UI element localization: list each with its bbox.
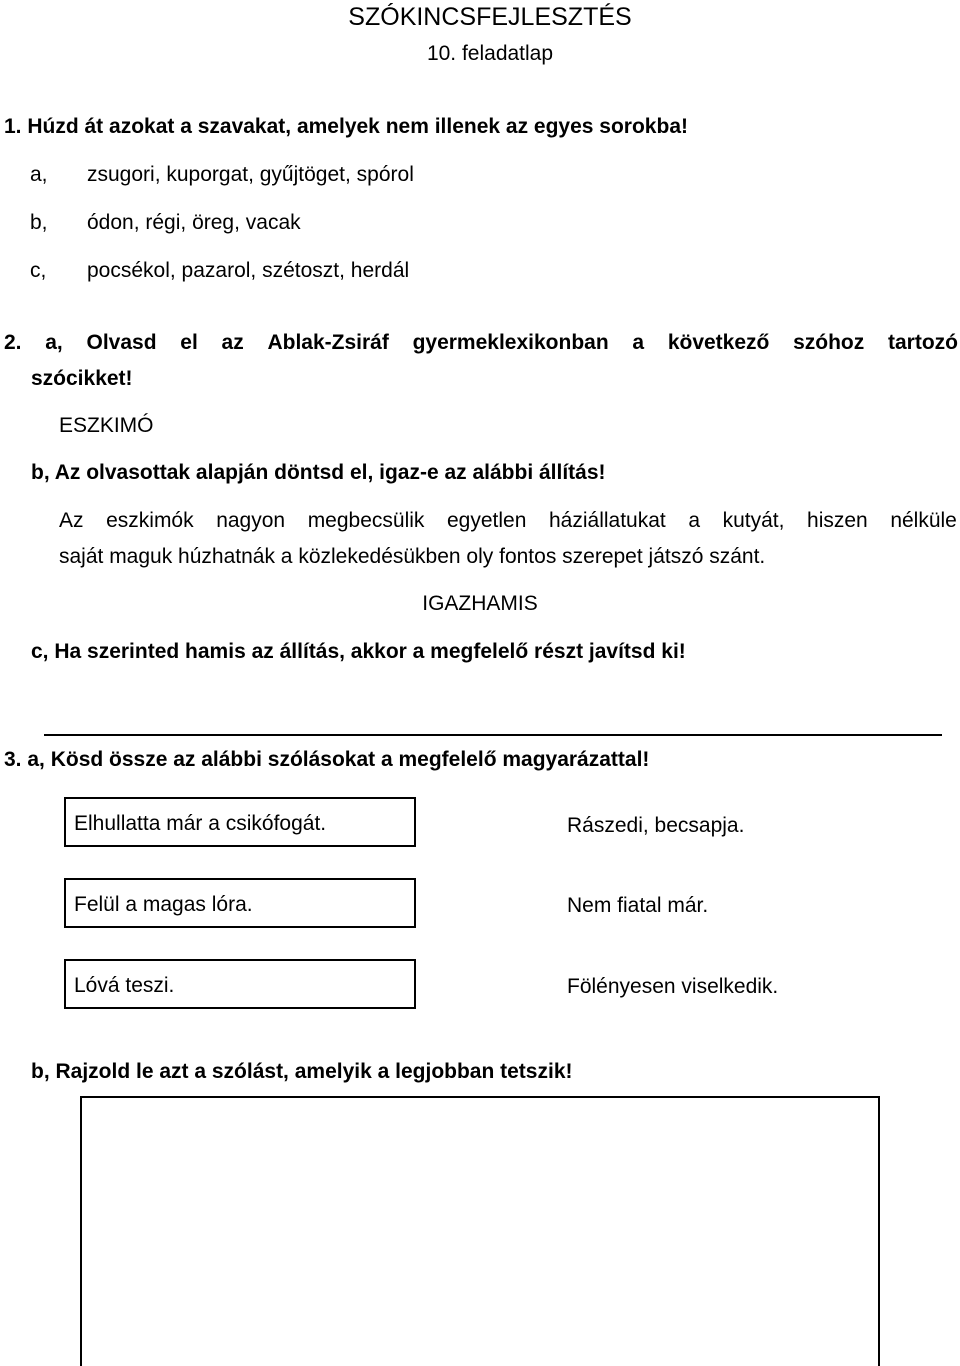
task3-b-question: b, Rajzold le azt a szólást, amelyik a legjobban tetszik! bbox=[31, 1060, 573, 1083]
saying-box-3[interactable] bbox=[64, 959, 416, 1009]
task1-row-b-words: ódon, régi, öreg, vacak bbox=[87, 211, 301, 234]
saying-box-1[interactable] bbox=[64, 797, 416, 847]
task2-b-question: b, Az olvasottak alapján döntsd el, igaz-e az alábbi állítás! bbox=[31, 461, 606, 484]
worksheet-subtitle: 10. feladatlap bbox=[426, 42, 554, 65]
statement-word: háziállatukat bbox=[548, 509, 666, 532]
statement-word: a bbox=[688, 509, 700, 532]
meaning-2[interactable]: Nem fiatal már. bbox=[567, 894, 709, 917]
task2-statement-line2: saját maguk húzhatnák a közlekedésükben oly fontos szerepet játszó szánt. bbox=[59, 545, 766, 568]
task2-word: Ablak-Zsiráf bbox=[267, 331, 389, 354]
statement-word: nélküle bbox=[890, 509, 957, 532]
saying-box-2[interactable] bbox=[64, 878, 416, 928]
answer-line[interactable] bbox=[44, 734, 942, 736]
task2-word: gyermeklexikonban bbox=[412, 331, 609, 354]
statement-word: egyetlen bbox=[447, 509, 527, 532]
statement-word: kutyát, bbox=[722, 509, 785, 532]
task1-row-c-words: pocsékol, pazarol, szétoszt, herdál bbox=[87, 259, 410, 282]
task2-keyword: ESZKIMÓ bbox=[59, 414, 154, 437]
statement-word: Az bbox=[59, 509, 84, 532]
task2-word: következő bbox=[667, 331, 770, 354]
statement-word: hiszen bbox=[807, 509, 868, 532]
statement-word: megbecsülik bbox=[307, 509, 425, 532]
saying-text: Lóvá teszi. bbox=[74, 974, 175, 997]
task1-row-c-label: c, bbox=[30, 259, 47, 282]
task2-word: 2. bbox=[4, 331, 22, 354]
task2-word: el bbox=[180, 331, 198, 354]
task1-row-b-label: b, bbox=[30, 211, 48, 234]
task2-word: az bbox=[221, 331, 244, 354]
task2-word: szóhoz bbox=[793, 331, 865, 354]
task2-word: a, bbox=[45, 331, 63, 354]
statement-word: eszkimók bbox=[106, 509, 194, 532]
task2-a-question-line1 bbox=[4, 331, 958, 355]
meaning-3[interactable]: Fölényesen viselkedik. bbox=[567, 975, 779, 998]
saying-text: Felül a magas lóra. bbox=[74, 893, 253, 916]
statement-word: nagyon bbox=[216, 509, 286, 532]
task1-row-a-label: a, bbox=[30, 163, 48, 186]
task2-word: tartozó bbox=[888, 331, 958, 354]
true-false-options: IGAZHAMIS bbox=[422, 592, 538, 615]
task3-a-question: 3. a, Kösd össze az alábbi szólásokat a megfelelő magyarázattal! bbox=[4, 748, 650, 771]
task1-row-a-words: zsugori, kuporgat, gyűjtöget, spórol bbox=[87, 163, 414, 186]
task2-statement-line1 bbox=[59, 509, 957, 533]
saying-text: Elhullatta már a csikófogát. bbox=[74, 812, 327, 835]
task2-word: Olvasd bbox=[86, 331, 157, 354]
drawing-area[interactable] bbox=[80, 1096, 880, 1366]
meaning-1[interactable]: Rászedi, becsapja. bbox=[567, 814, 745, 837]
task2-c-question: c, Ha szerinted hamis az állítás, akkor a megfelelő részt javítsd ki! bbox=[31, 640, 686, 663]
worksheet-title: SZÓKINCSFEJLESZTÉS bbox=[348, 3, 632, 31]
task2-word: a bbox=[632, 331, 645, 354]
task1-question: 1. Húzd át azokat a szavakat, amelyek nem illenek az egyes sorokba! bbox=[4, 115, 688, 138]
task2-a-question-line2: szócikket! bbox=[31, 367, 133, 390]
